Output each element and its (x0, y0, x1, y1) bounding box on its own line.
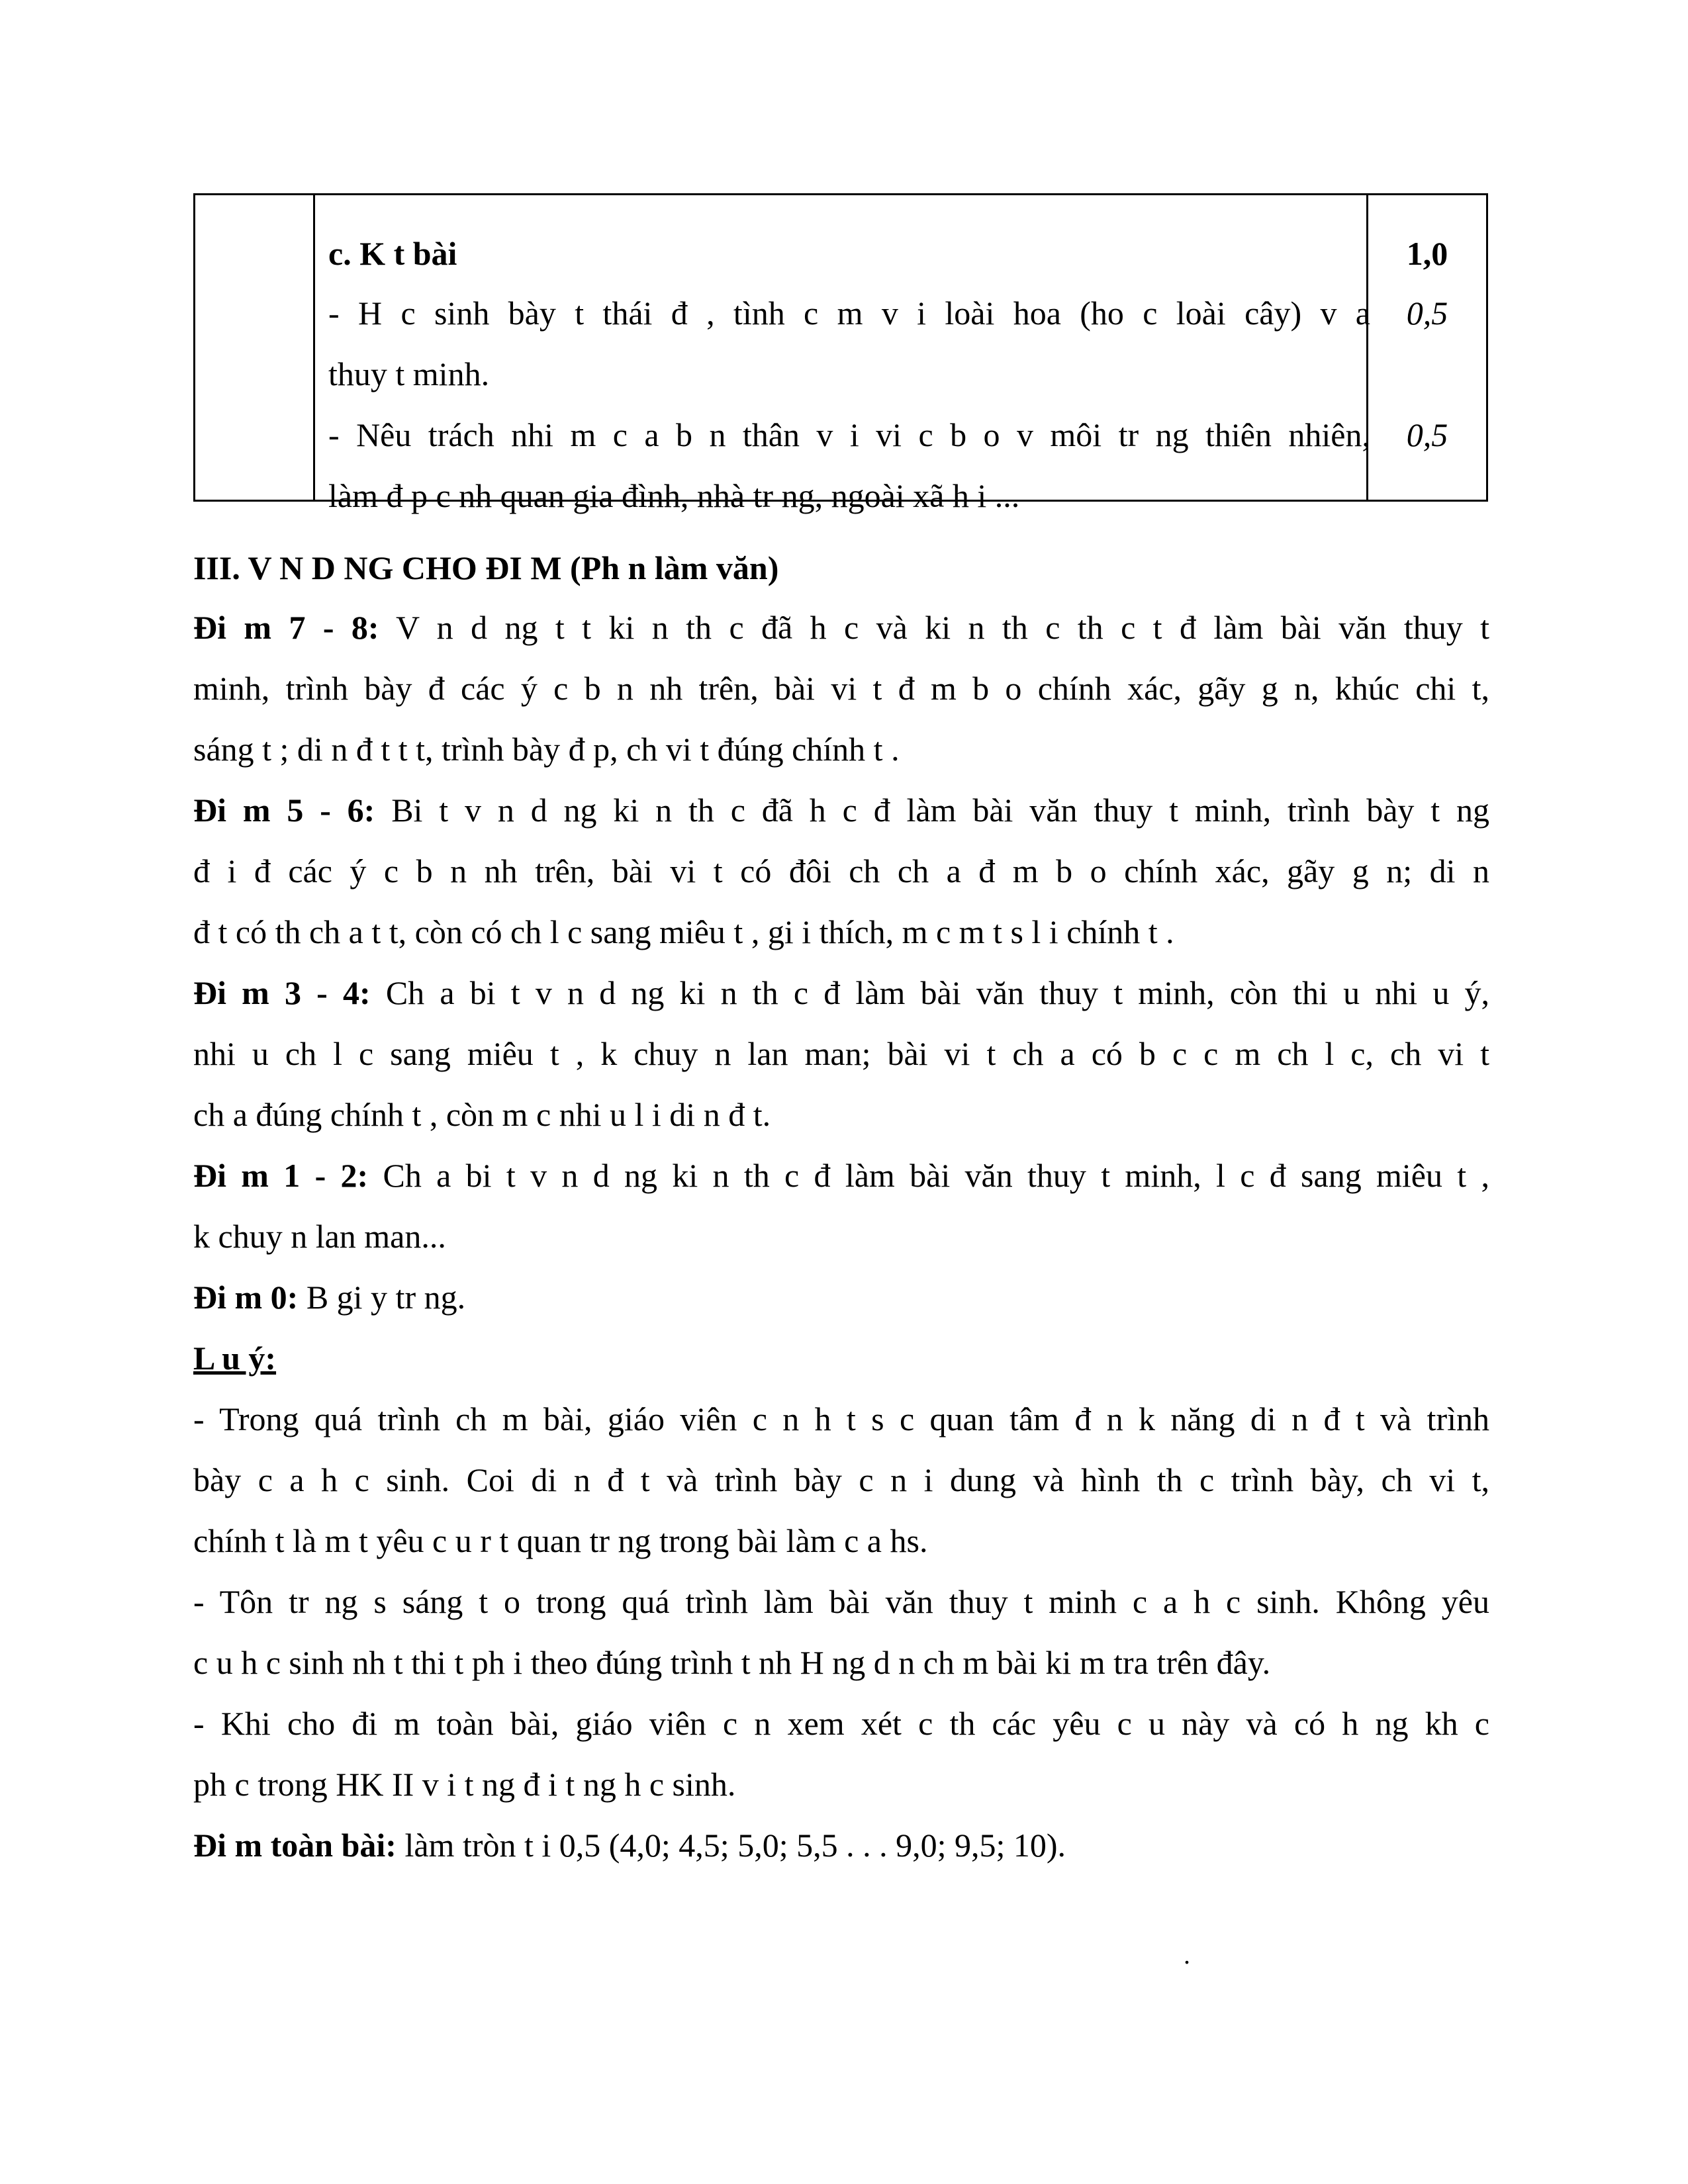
level-label: Đi m 0: (193, 1279, 299, 1316)
note-title: L u ý: (193, 1340, 277, 1377)
note-line: ph c trong HK II v i t ng đ i t ng h c sinh. (193, 1766, 736, 1803)
section-c-heading: c. K t bài (328, 235, 457, 272)
level-label: Đi m 7 - 8: (193, 609, 379, 646)
table-text-line: làm đ p c nh quan gia đình, nhà tr ng, ngoài xã h i ... (328, 477, 1020, 514)
level-line (193, 609, 1489, 646)
score-heading: 1,0 (1406, 235, 1448, 272)
level-line: đ i đ các ý c b n nh trên, bài vi t có đôi ch ch a đ m b o chính xác, gãy g n; di n (193, 852, 1489, 889)
note-line: - Trong quá trình ch m bài, giáo viên c n h t s c quan tâm đ n k năng di n đ t và trình (193, 1400, 1489, 1437)
note-line: bày c a h c sinh. Coi di n đ t và trình bày c n i dung và hình th c trình bày, ch vi t, (193, 1461, 1489, 1498)
grading-table (193, 193, 1488, 514)
level-line: sáng t ; di n đ t t t, trình bày đ p, ch vi t đúng chính t . (193, 731, 900, 768)
note-line: - Tôn tr ng s sáng t o trong quá trình làm bài văn thuy t minh c a h c sinh. Không yêu (193, 1583, 1489, 1620)
level-line (193, 974, 1489, 1011)
score-value: 0,5 (1406, 295, 1448, 332)
table-score-cell (1368, 195, 1487, 501)
section-title: III. V N D NG CHO ĐI M (Ph n làm văn) (193, 549, 779, 586)
level-label: Đi m 3 - 4: (193, 974, 371, 1011)
level-line (193, 792, 1489, 829)
table-content-cell (314, 195, 1370, 514)
level-line (193, 1157, 1489, 1194)
total-text: làm tròn t i 0,5 (4,0; 4,5; 5,0; 5,5 . . . 9,0; 9,5; 10). (396, 1827, 1066, 1864)
level-text: Bi t v n d ng ki n th c đã h c đ làm bài văn thuy t minh, trình bày t ng (375, 792, 1489, 829)
table-text-line: thuy t minh. (328, 355, 490, 392)
table-text-line: - H c sinh bày t thái đ , tình c m v i loài hoa (ho c loài cây) v a (328, 295, 1370, 332)
note-line: chính t là m t yêu c u r t quan tr ng trong bài làm c a hs. (193, 1522, 928, 1559)
level-text: V n d ng t t ki n th c đã h c và ki n th c th c t đ làm bài văn thuy t (379, 609, 1490, 646)
level-text: Ch a bi t v n d ng ki n th c đ làm bài văn thuy t minh, l c đ sang miêu t , (368, 1157, 1489, 1194)
table-empty-cell (195, 195, 314, 501)
note-line: - Khi cho đi m toàn bài, giáo viên c n xem xét c th các yêu c u này và có h ng kh c (193, 1705, 1489, 1742)
level-line: k chuy n lan man... (193, 1218, 446, 1255)
footer-mark: . (1184, 1940, 1190, 1970)
level-text: B gi y tr ng. (298, 1279, 466, 1316)
total-score-line (193, 1827, 1066, 1864)
level-line: nhi u ch l c sang miêu t , k chuy n lan man; bài vi t ch a có b c c m ch l c, ch vi t (193, 1035, 1489, 1072)
level-line: ch a đúng chính t , còn m c nhi u l i di n đ t. (193, 1096, 771, 1133)
level-line (193, 1279, 465, 1316)
level-text: Ch a bi t v n d ng ki n th c đ làm bài văn thuy t minh, còn thi u nhi u ý, (370, 974, 1489, 1011)
level-label: Đi m 5 - 6: (193, 792, 375, 829)
level-label: Đi m 1 - 2: (193, 1157, 369, 1194)
table-row (195, 195, 1487, 501)
total-label: Đi m toàn bài: (193, 1827, 397, 1864)
note-line: c u h c sinh nh t thi t ph i theo đúng trình t nh H ng d n ch m bài ki m tra trên đây. (193, 1644, 1271, 1681)
table-text-line: - Nêu trách nhi m c a b n thân v i vi c b o v môi tr ng thiên nhiên, (328, 416, 1370, 453)
score-value: 0,5 (1406, 416, 1448, 453)
level-line: đ t có th ch a t t, còn có ch l c sang miêu t , gi i thích, m c m t s l i chính t . (193, 913, 1174, 950)
level-line: minh, trình bày đ các ý c b n nh trên, bài vi t đ m b o chính xác, gãy g n, khúc chi t, (193, 670, 1489, 707)
